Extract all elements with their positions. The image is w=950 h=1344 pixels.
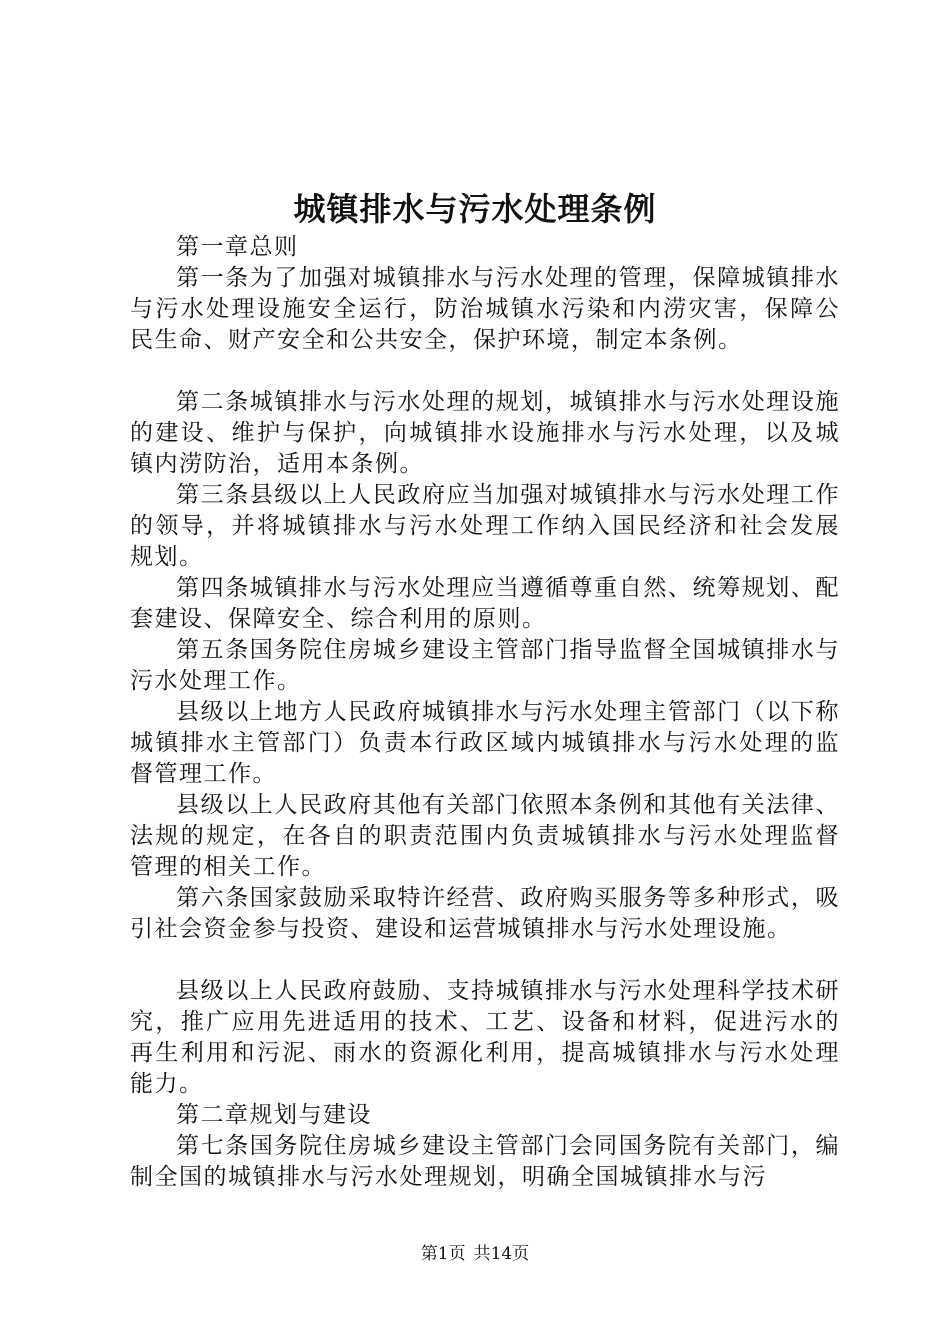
article-paragraph: 第四条城镇排水与污水处理应当遵循尊重自然、统筹规划、配套建设、保障安全、综合利用的原则。 xyxy=(130,575,840,632)
article-paragraph: 第七条国务院住房城乡建设主管部门会同国务院有关部门，编制全国的城镇排水与污水处理规划，明确全国城镇排水与污 xyxy=(130,1133,840,1190)
page-footer xyxy=(0,1242,950,1266)
article-paragraph: 第六条国家鼓励采取特许经营、政府购买服务等多种形式，吸引社会资金参与投资、建设和运营城镇排水与污水处理设施。 xyxy=(130,885,840,942)
article-paragraph: 县级以上人民政府其他有关部门依照本条例和其他有关法律、法规的规定，在各自的职责范围内负责城镇排水与污水处理监督管理的相关工作。 xyxy=(130,792,840,880)
page-total: 共14页 xyxy=(473,1244,530,1264)
document-body xyxy=(130,232,840,1193)
document-title: 城镇排水与污水处理条例 xyxy=(293,190,657,228)
article-paragraph: 第一条为了加强对城镇排水与污水处理的管理，保障城镇排水与污水处理设施安全运行，防治城镇水污染和内涝灾害，保障公民生命、财产安全和公共安全，保护环境，制定本条例。 xyxy=(130,265,840,353)
chapter-heading: 第二章规划与建设 xyxy=(176,1102,372,1128)
article-paragraph: 县级以上人民政府鼓励、支持城镇排水与污水处理科学技术研究，推广应用先进适用的技术、工艺、设备和材料，促进污水的再生利用和污泥、雨水的资源化利用，提高城镇排水与污水处理能力。 xyxy=(130,978,840,1097)
chapter-heading: 第一章总则 xyxy=(176,234,299,260)
article-paragraph: 县级以上地方人民政府城镇排水与污水处理主管部门（以下称城镇排水主管部门）负责本行政区域内城镇排水与污水处理的监督管理工作。 xyxy=(130,699,840,787)
article-paragraph: 第五条国务院住房城乡建设主管部门指导监督全国城镇排水与污水处理工作。 xyxy=(130,637,840,694)
page-number: 第1页 xyxy=(420,1244,466,1264)
article-paragraph: 第二条城镇排水与污水处理的规划，城镇排水与污水处理设施的建设、维护与保护，向城镇排水设施排水与污水处理，以及城镇内涝防治，适用本条例。 xyxy=(130,389,840,477)
article-paragraph: 第三条县级以上人民政府应当加强对城镇排水与污水处理工作的领导，并将城镇排水与污水处理工作纳入国民经济和社会发展规划。 xyxy=(130,482,840,570)
